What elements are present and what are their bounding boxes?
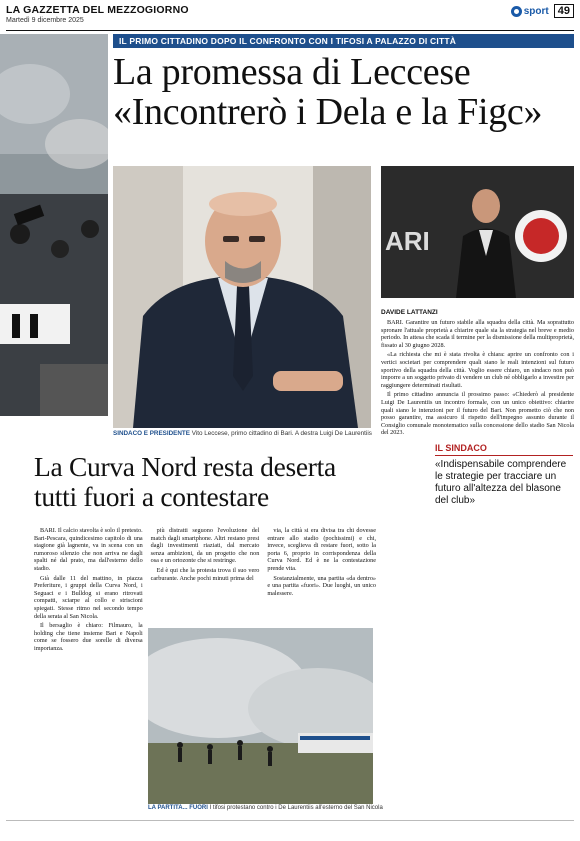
protest-photo bbox=[148, 628, 373, 804]
pull-quote-label: IL SINDACO bbox=[435, 443, 573, 456]
article-paragraph: più distratti seguono l'evoluzione del match dagli smartphone. Altri restano presi dagli investimenti riaziati, dal mercato senza ambizioni, da un progetto che non osa e un ortozonte che si restringe. bbox=[150, 527, 260, 565]
main-headline-line1: La promessa di Leccese bbox=[113, 51, 471, 93]
second-headline bbox=[34, 452, 384, 512]
main-photo-caption-text: Vito Leccese, primo cittadino di Bari. A destra Luigi De Laurentiis bbox=[191, 430, 372, 437]
sponsor-wall-text: ARI bbox=[385, 226, 430, 256]
page-number: 49 bbox=[554, 4, 574, 18]
bottom-photo-caption bbox=[148, 805, 388, 811]
pull-quote-text: «Indispensabile comprendere le strategie per tracciare un futuro all'altezza del blasone del club» bbox=[435, 459, 567, 506]
mayor-photo bbox=[113, 166, 371, 428]
second-headline-line2: tutti fuori a contestare bbox=[34, 481, 269, 512]
bottom-photo-caption-text: I tifosi protestano contro i De Laurentiis all'esterno del San Nicola bbox=[209, 805, 383, 811]
main-photo-caption-label: SINDACO E PRESIDENTE bbox=[113, 430, 190, 437]
crowd-photo bbox=[0, 34, 108, 416]
byline: DAVIDE LATTANZI bbox=[381, 309, 438, 316]
article-paragraph: BARI. Il calcio stavolta è solo il pretesto. Bari-Pescara, quindicesimo capitolo di una stagione già lagnente, va in scena con un rumoroso silenzio che non arriva ne dagli spalti né dal prato, ma dall'esterno dello stadio. bbox=[34, 527, 143, 572]
masthead-rule bbox=[6, 30, 574, 31]
article-paragraph: Ed è qui che la protesta trova il suo vero carburante. Anche pochi minuti prima del bbox=[150, 566, 260, 582]
second-headline-line1: La Curva Nord resta deserta bbox=[34, 451, 336, 482]
footer-rule bbox=[6, 820, 574, 821]
main-headline bbox=[113, 52, 573, 132]
article-paragraph: Il bersaglio è chiaro: Filmauro, la holding che tiene insieme Bari e Napoli come se fossero due sorelle di diversa importanza. bbox=[34, 622, 143, 652]
section-logo-text: sport bbox=[523, 5, 549, 17]
article-column-1 bbox=[34, 527, 143, 655]
right-paragraph: «La richiesta che mi è stata rivolta è chiara: aprire un confronto con i vertici societari per comprendere quali siano le reali intenzioni sul futuro sportivo della squadra della città. Voglio essere chiaro, un sindaco non può imporre a un soggetto privato di vendere un club né obbligarlo a investire per raggiungere determinati risultati. bbox=[381, 351, 574, 389]
main-headline-line2: «Incontrerò i Dela e la Figc» bbox=[113, 91, 543, 133]
president-photo bbox=[381, 166, 574, 298]
article-paragraph: via, la città si era divisa tra chi dovesse entrare allo stadio (pochissimi) e chi, invece, sceglieva di restare fuori, sotto la porta 6, proprio in corrispondenza della Curva Nord. Ed è ne la contestazione prende vita. bbox=[267, 527, 377, 572]
kicker-bar: IL PRIMO CITTADINO DOPO IL CONFRONTO CON I TIFOSI A PALAZZO DI CITTÀ bbox=[113, 34, 574, 48]
article-paragraph: Già dalle 11 del mattino, in piazza Preferiture, i gruppi della Curva Nord, i Seguaci e i Bulldog si erano ritrovati compatti, sciarpe al collo e striscioni spiegati. Stesse ritmo nel secondo tempo della serata al San Nicola. bbox=[34, 574, 143, 620]
right-article-column bbox=[381, 319, 574, 439]
masthead bbox=[6, 4, 189, 24]
newspaper-name: LA GAZZETTA DEL MEZZOGIORNO bbox=[6, 4, 189, 16]
right-paragraph: Il primo cittadino annuncia il prossimo passo: «Chiederò al presidente Luigi De Laurentiis un incontro formale, con un unico obiettivo: chiarire quali siano le intenzioni per il futuro del Bari. Non prometto ciò che non posso garantire, ma assicuro il rispetto dell'impegno assunto durante il Consiglio comunale monotematico sulla concessione dello stadio San Nicola del 2023. bbox=[381, 391, 574, 437]
masthead-right bbox=[511, 4, 574, 18]
pull-quote bbox=[431, 441, 573, 511]
section-logo bbox=[511, 6, 549, 17]
issue-date: Martedì 9 dicembre 2025 bbox=[6, 17, 84, 24]
bottom-photo-caption-label: LA PARTITA... FUORI bbox=[148, 805, 208, 811]
main-photo-caption bbox=[113, 430, 413, 437]
article-paragraph: Sostanzialmente, una partita «da dentro» e una partita «fuori». Due luoghi, un unico malessere. bbox=[267, 574, 377, 597]
ball-icon bbox=[511, 6, 522, 17]
right-paragraph: BARI. Garantire un futuro stabile alla squadra della città. Ma soprattutto spronare l'attuale proprietà a chiarire quale sia la strategia nel breve e medio periodo. In attesa che scada il termine per la dismissione della multiproprietà, fissato al 30 giugno 2028. bbox=[381, 319, 574, 349]
